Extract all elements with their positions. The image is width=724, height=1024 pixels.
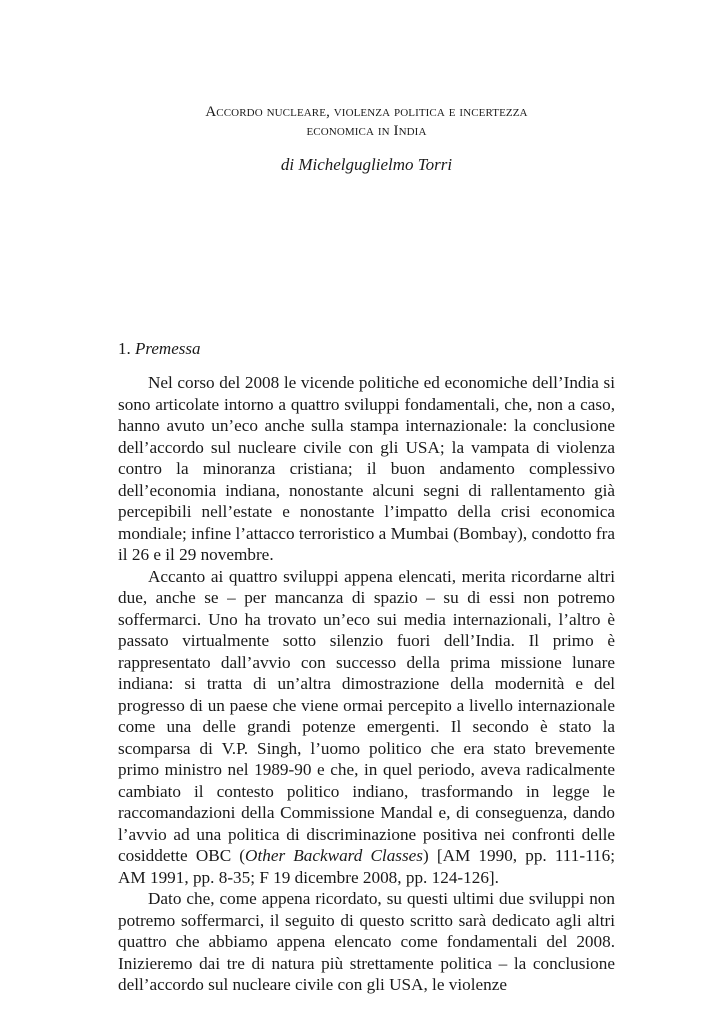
section-title: Premessa bbox=[135, 339, 201, 358]
article-body bbox=[118, 372, 615, 996]
section-number: 1. bbox=[118, 339, 131, 358]
paragraph-3: Dato che, come appena ricordato, su questi ultimi due sviluppi non potremo soffermarci, il seguito di questo scritto sarà dedicato agli altri quattro che abbiamo appena elencato come fondamentali del 2008. Inizieremo dai tre di natura più strettamente politica – la conclusione dell’accordo sul nucleare civile con gli USA, le violenze bbox=[118, 889, 615, 994]
paragraph-2-italic-term: Other Backward Classes bbox=[245, 846, 423, 865]
article-author: di Michelguglielmo Torri bbox=[280, 155, 453, 174]
paragraph-2 bbox=[118, 566, 615, 889]
paragraph-2-text-b: ) [AM 1990, pp. 111-116; AM 1991, pp. 8-35; F 19 dicembre 2008, pp. 124-126]. bbox=[118, 846, 615, 887]
section-heading bbox=[118, 339, 200, 359]
article-title bbox=[118, 103, 615, 141]
document-page bbox=[118, 0, 615, 1024]
article-title-line-2: economica in India bbox=[306, 123, 427, 139]
paragraph-1: Nel corso del 2008 le vicende politiche ed economiche dell’India si sono articolate intorno a quattro sviluppi fondamentali, che, non a caso, hanno avuto un’eco anche sulla stampa internazionale: la conclusione dell’accordo sul nucleare civile con gli USA; la vampata di violenza contro la minoranza cristiana; il buon andamento complessivo dell’economia indiana, nonostante alcuni segni di rallentamento già percepibili nell’estate e nonostante l’impatto della crisi economica mondiale; infine l’attacco terroristico a Mumbai (Bombay), condotto fra il 26 e il 29 novembre. bbox=[118, 373, 615, 564]
paragraph-2-text-a: Accanto ai quattro sviluppi appena elencati, merita ricordarne altri due, anche se – per mancanza di spazio – su di essi non potremo soffermarci. Uno ha trovato un’eco sui media internazionali, l’altro è passato virtualmente sotto silenzio fuori dell’India. Il primo è rappresentato dall’avvio con successo della prima missione lunare indiana: si tratta di un’altra dimostrazione della modernità e del progresso di un paese che viene ormai percepito a livello internazionale come una delle grandi potenze emergenti. Il secondo è stato la scomparsa di V.P. Singh, l’uomo politico che era stato brevemente primo ministro nel 1989-90 e che, in quel periodo, aveva radicalmente cambiato il contesto politico indiano, trasformando in legge le raccomandazioni della Commissione Mandal e, di conseguenza, dando l’avvio ad una politica di discriminazione positiva nei confronti delle cosiddette OBC ( bbox=[118, 566, 615, 865]
article-title-line-1: Accordo nucleare, violenza politica e incertezza bbox=[205, 104, 528, 120]
